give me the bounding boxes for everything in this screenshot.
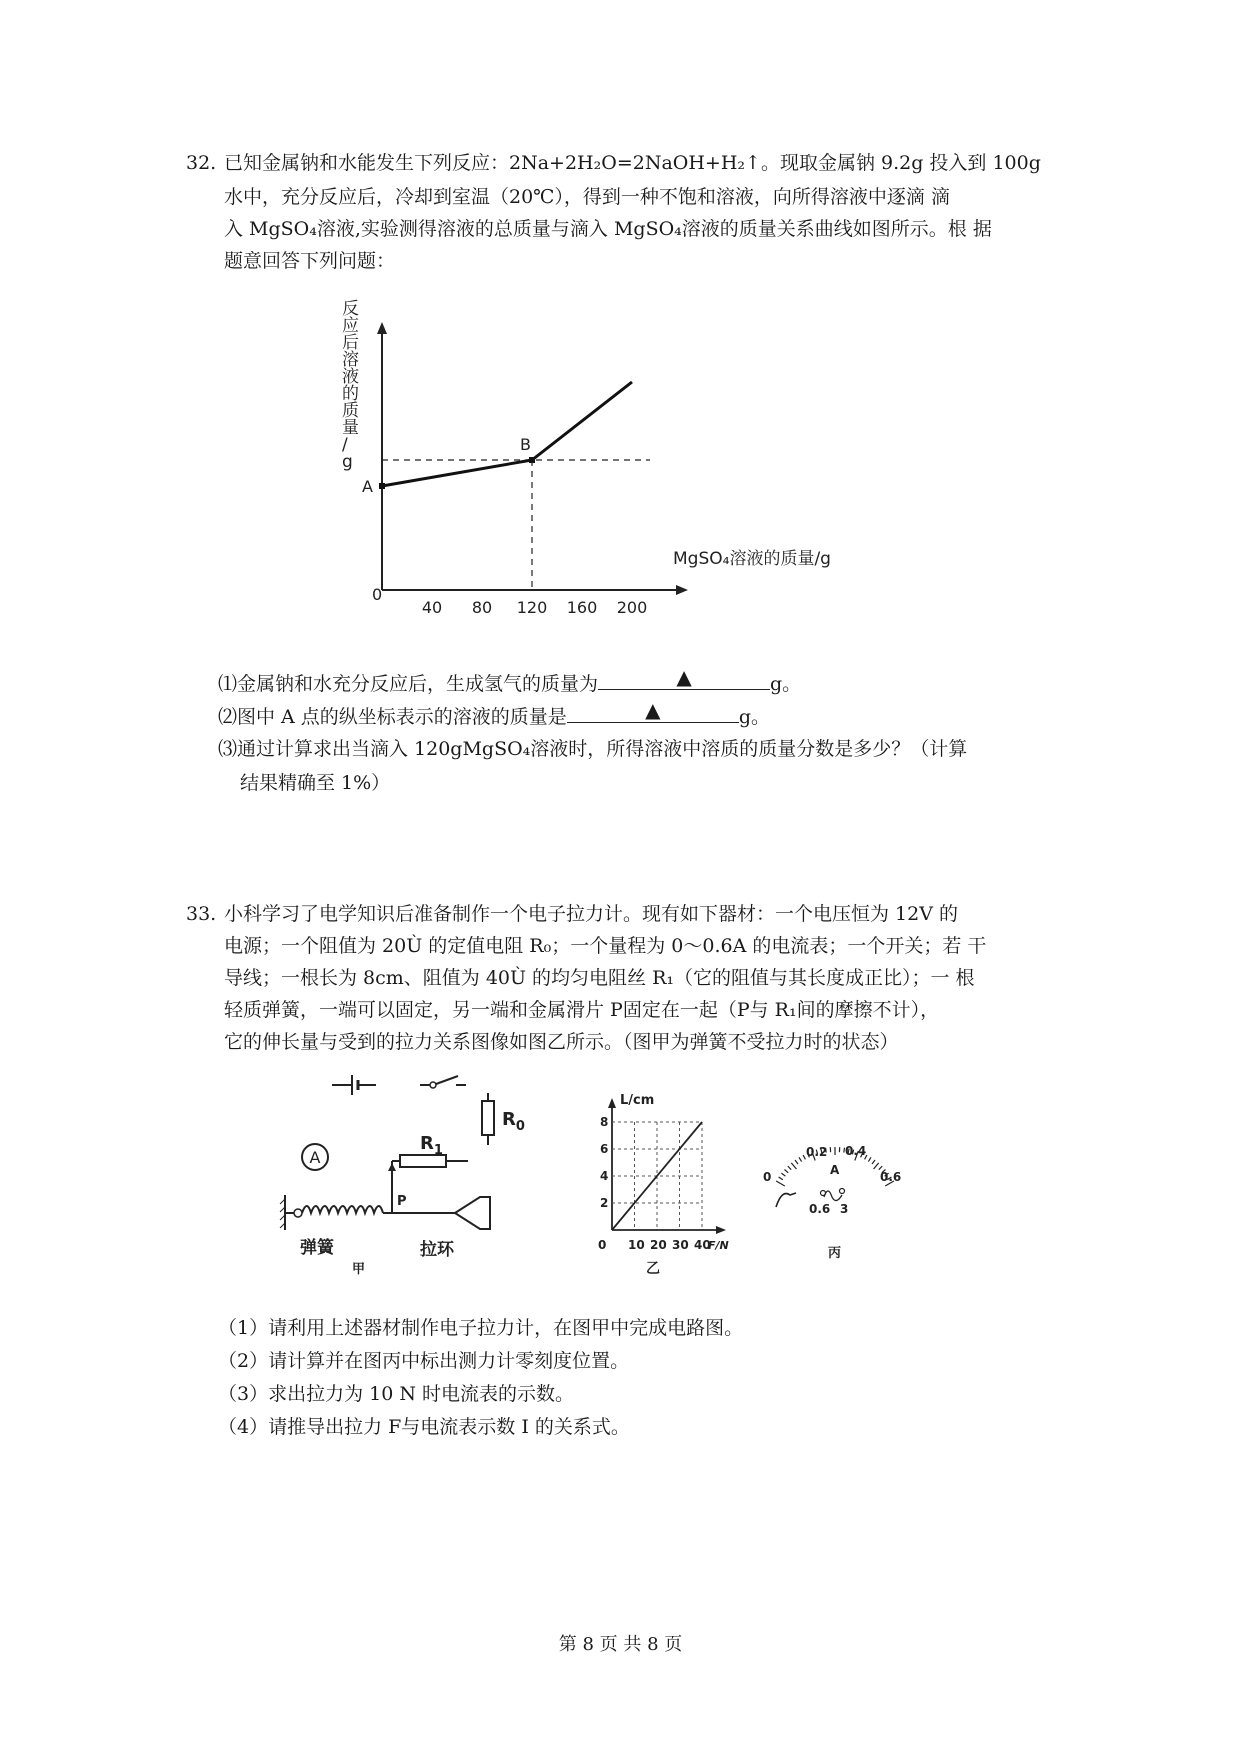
chart-x-tick-label: 80 [471, 598, 493, 617]
terminal-label: 3 [840, 1202, 849, 1216]
q33-sub1: （1）请利用上述器材制作电子拉力计，在图甲中完成电路图。 [218, 1317, 744, 1339]
page-footer: 第 8 页 共 8 页 [558, 1634, 683, 1655]
yi-xtick: 10 [628, 1238, 645, 1252]
q33-line-3: 导线；一根长为 8cm、阻值为 40Ù 的均匀电阻丝 R₁（它的阻值与其长度成正比）；一 根 [224, 967, 975, 989]
terminal-label: 0.6 [809, 1202, 831, 1216]
meter-tick [874, 1163, 879, 1169]
yi-xlabel: F/N [708, 1239, 729, 1252]
figure-bing [760, 1115, 910, 1260]
meter-tick [781, 1173, 785, 1176]
battery-icon [332, 1075, 376, 1095]
q32-chart [342, 299, 850, 620]
slider-arrow-icon [388, 1163, 396, 1171]
meter-tick [785, 1170, 789, 1173]
meter-label: 0.6 [880, 1170, 902, 1184]
q33-sub2: （2）请计算并在图丙中标出测力计零刻度位置。 [218, 1350, 630, 1372]
yi-ytick: 2 [600, 1196, 609, 1210]
q32-line-1: 已知金属钠和水能发生下列反应：2Na+2H₂O=2NaOH+H₂↑。现取金属钠 9.2g 投入到 100g [224, 152, 1041, 174]
meter-unit: A [830, 1163, 840, 1177]
figure-bing-caption: 丙 [828, 1246, 842, 1261]
chart-x-tick-label: 40 [421, 598, 443, 617]
chart-x-tick-label: 160 [566, 598, 598, 617]
spring-label: 弹簧 [300, 1238, 334, 1258]
figure-jia-caption: 甲 [352, 1262, 366, 1277]
meter-tick [776, 1181, 785, 1186]
q33-number: 33. [186, 903, 217, 925]
q32-line-4: 题意回答下列问题： [224, 250, 396, 272]
q32-number: 32. [186, 152, 217, 174]
chart-x-tick-label: 200 [616, 598, 648, 617]
meter-tick [872, 1160, 875, 1164]
r1-label: $R_1$ [420, 1133, 443, 1158]
q32-sub3-line2: 结果精确至 1%） [240, 772, 391, 794]
ammeter-icon [302, 1144, 328, 1170]
q32-sub3-line1: ⑶通过计算求出当滴入 120gMgSO₄溶液时，所得溶液中溶质的质量分数是多少？（计算 [218, 738, 968, 760]
pull-ring-icon [455, 1197, 490, 1229]
yi-ylabel: L/cm [620, 1093, 655, 1108]
figure-yi [590, 1090, 740, 1280]
answer-mark-icon: ▲ [676, 665, 692, 689]
chart-xlabel: MgSO₄溶液的质量/g [673, 549, 831, 569]
chart-point [379, 483, 385, 489]
q33-sub4: （4）请推导出拉力 F与电流表示数 I 的关系式。 [218, 1416, 630, 1438]
q33-line-4: 轻质弹簧，一端可以固定，另一端和金属滑片 P固定在一起（P与 R₁间的摩擦不计）， [224, 999, 940, 1021]
spring-icon [302, 1206, 383, 1213]
meter-lead-icon [776, 1193, 796, 1207]
r0-label: $R_0$ [502, 1109, 525, 1134]
meter-tick [788, 1166, 791, 1170]
yi-xtick: 20 [650, 1238, 667, 1252]
q32-sub2-text: ⑵图中 A 点的纵坐标表示的溶液的质量是 [218, 706, 567, 728]
q33-sub3: （3）求出拉力为 10 N 时电流表的示数。 [218, 1383, 575, 1405]
chart-x-arrow [676, 585, 688, 595]
yi-xtick: 0 [598, 1238, 607, 1252]
yi-ytick: 4 [600, 1169, 609, 1183]
yi-xtick: 40 [694, 1238, 711, 1252]
q32-line-2: 水中，充分反应后，冷却到室温（20℃），得到一种不饱和溶液，向所得溶液中逐滴 滴 [224, 186, 950, 208]
r0-resistor-icon [482, 1093, 494, 1145]
meter-tick [868, 1157, 871, 1161]
q32-sub2-unit: g。 [738, 706, 770, 728]
q32-sub1 [218, 667, 801, 700]
q32-sub1-text: ⑴金属钠和水充分反应后，生成氢气的质量为 [218, 673, 599, 695]
q32-sub2-blank[interactable] [567, 700, 739, 723]
meter-label: 0.2 [806, 1145, 828, 1159]
answer-mark-icon: ▲ [645, 698, 661, 722]
q32-sub2 [218, 700, 770, 733]
yi-ytick: 8 [600, 1115, 609, 1129]
meter-tick [779, 1177, 783, 1180]
meter-tick [799, 1157, 802, 1161]
yi-ytick: 6 [600, 1142, 609, 1156]
meter-label: 0.4 [845, 1144, 867, 1158]
meter-label: 0 [763, 1170, 772, 1184]
yi-xtick: 30 [672, 1238, 689, 1252]
ring-label: 拉环 [420, 1240, 454, 1260]
switch-icon [420, 1076, 466, 1088]
figure-jia [280, 1065, 530, 1285]
slider-label: P [397, 1194, 407, 1209]
q32-sub1-unit: g。 [770, 673, 802, 695]
q33-line-1: 小科学习了电学知识后准备制作一个电子拉力计。现有如下器材：一个电压恒为 12V 的 [224, 903, 958, 925]
chart-ylabel: 反应后溶液的质量/ g [342, 299, 359, 472]
figure-yi-caption: 乙 [646, 1261, 660, 1277]
q32-line-3: 入 MgSO₄溶液,实验测得溶液的总质量与滴入 MgSO₄溶液的质量关系曲线如图所示。根 据 [224, 218, 992, 240]
chart-y-arrow [377, 322, 387, 334]
chart-origin-label: 0 [372, 585, 383, 604]
wall-icon [280, 1195, 285, 1230]
svg-text:A: A [309, 1148, 321, 1167]
meter-tick [795, 1160, 798, 1164]
q33-line-5: 它的伸长量与受到的拉力关系图像如图乙所示。（图甲为弹簧不受拉力时的状态） [224, 1031, 899, 1053]
terminal-icon [840, 1189, 845, 1194]
chart-point [529, 457, 535, 463]
q33-line-2: 电源；一个阻值为 20Ù 的定值电阻 R₀；一个量程为 0～0.6A 的电流表；一个开关；若 干 [224, 935, 987, 957]
meter-tick [791, 1163, 796, 1169]
chart-x-tick-label: 120 [516, 598, 548, 617]
chart-point-label: B [520, 435, 531, 454]
chart-point-label: A [362, 477, 373, 496]
chart-series-line [382, 382, 632, 486]
q32-sub1-blank[interactable] [598, 667, 770, 690]
